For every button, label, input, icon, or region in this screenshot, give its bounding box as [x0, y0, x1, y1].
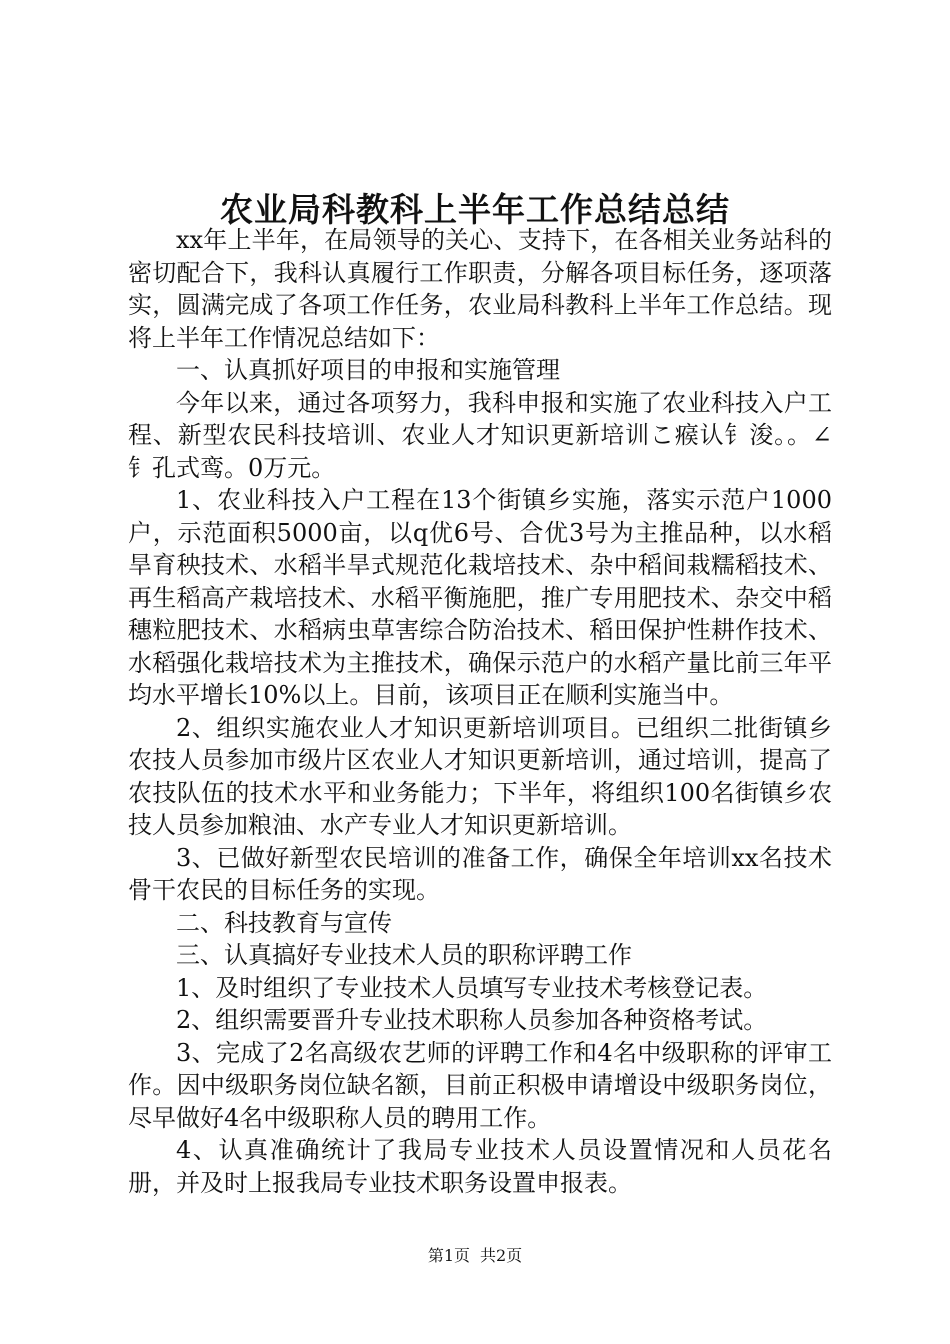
section-heading-2: 二、科技教育与宣传: [176, 908, 392, 937]
paragraph: 2、组织实施农业人才知识更新培训项目。已组织二批街镇乡农技人员参加市级片区农业人才知识更新培训，通过培训，提高了农技队伍的技术水平和业务能力；下半年，将组织100名街镇乡农技人员参加粮油、水产专业人才知识更新培训。: [128, 713, 832, 839]
document-title: 农业局科教科上半年工作总结总结: [220, 190, 730, 229]
section-heading-1: 一、认真抓好项目的申报和实施管理: [176, 356, 560, 384]
paragraph: 1、农业科技入户工程在13个街镇乡实施，落实示范户1000户，示范面积5000亩，以q优6号、合优3号为主推品种，以水稻旱育秧技术、水稻半旱式规范化栽培技术、杂中稻间栽糯稻技术、再生稻高产栽培技术、水稻平衡施肥，推广专用肥技术、杂交中稻穗粒肥技术、水稻病虫草害综合防治技术、稻田保护性耕作技术、水稻强化栽培技术为主推技术，确保示范户的水稻产量比前三年平均水平增长10%以上。目前，该项目正在顺利实施当中。: [128, 486, 832, 709]
paragraph: 3、已做好新型农民培训的准备工作，确保全年培训xx名技术骨干农民的目标任务的实现。: [128, 843, 832, 904]
paragraph: 4、认真准确统计了我局专业技术人员设置情况和人员花名册，并及时上报我局专业技术职务设置申报表。: [128, 1136, 832, 1197]
page-total: 共2页: [480, 1246, 523, 1265]
paragraph: 2、组织需要晋升专业技术职称人员参加各种资格考试。: [176, 1006, 768, 1034]
page-footer: [0, 1244, 950, 1268]
paragraph-intro: xx年上半年，在局领导的关心、支持下，在各相关业务站科的密切配合下，我科认真履行工作职责，分解各项目标任务，逐项落实，圆满完成了各项工作任务，农业局科教科上半年工作总结。现将上半年工作情况总结如下：: [128, 226, 832, 352]
document-body: [128, 224, 832, 1199]
section-heading-3: 三、认真搞好专业技术人员的职称评聘工作: [176, 941, 632, 969]
paragraph: 3、完成了2名高级农艺师的评聘工作和4名中级职称的评审工作。因中级职务岗位缺名额，目前正积极申请增设中级职务岗位，尽早做好4名中级职称人员的聘用工作。: [128, 1038, 832, 1132]
paragraph: 今年以来，通过各项努力，我科申报和实施了农业科技入户工程、新型农民科技培训、农业人才知识更新培训こ瘊认钅浚。。∠钅孔式鸾。0万元。: [128, 388, 832, 482]
page-number: 第1页: [427, 1246, 470, 1265]
paragraph: 1、及时组织了专业技术人员填写专业技术考核登记表。: [176, 973, 768, 1002]
